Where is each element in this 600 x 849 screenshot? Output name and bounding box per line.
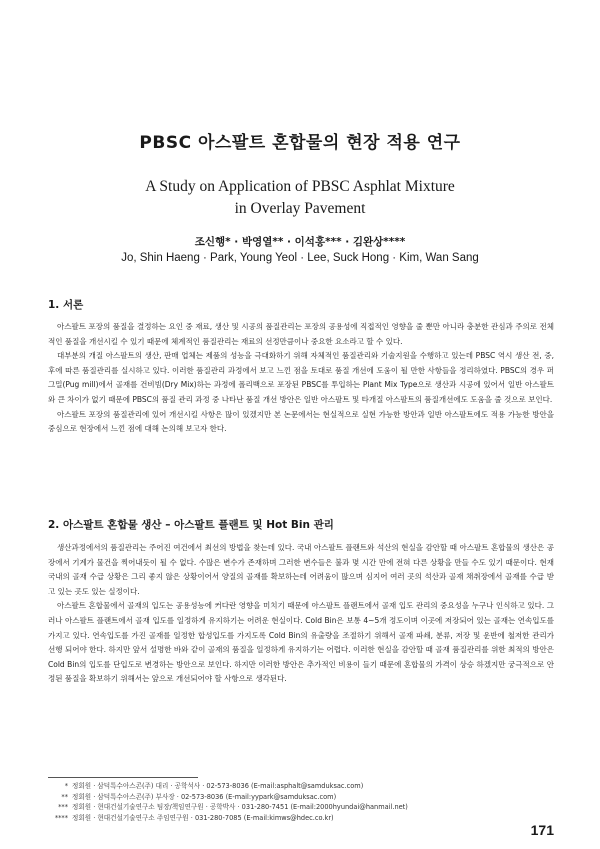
- section-1-body: [48, 320, 554, 437]
- footnote-text: 정회원 · 삼덕특수아스콘(주) 부사장 · 02-573-8036 (E-mail:yypark@samduksac.com): [72, 792, 337, 801]
- footnote-divider: [48, 777, 198, 778]
- footnote-text: 정회원 · 현대건설기술연구소 팀장/책임연구원 · 공학박사 · 031-280-7451 (E-mail:2000hyundai@hanmail.net): [72, 803, 408, 812]
- footnote: [48, 813, 558, 824]
- footnote: [48, 781, 558, 792]
- title-english: [0, 176, 600, 220]
- section-2-heading: 2. 아스팔트 혼합물 생산 – 아스팔트 플랜트 및 Hot Bin 관리: [48, 519, 334, 531]
- title-english-line-2: in Overlay Pavement: [234, 200, 366, 217]
- footnote-mark: ****: [54, 813, 68, 822]
- footnote-text: 정회원 · 삼덕특수아스콘(주) 대리 · 공학석사 · 02-573-8036 (E-mail:asphalt@samduksac.com): [72, 782, 364, 790]
- paragraph: 아스팔트 포장의 품질관리에 있어 개선시킬 사항은 많이 있겠지만 본 논문에서는 현실적으로 실현 가능한 방안과 일반 아스팔트에도 적용 가능한 방안을 중심으로 현장에서 느낀 점에 대해 논의해 보고자 한다.: [48, 409, 554, 434]
- page-number: 171: [530, 822, 554, 838]
- footnote-text: 정회원 · 현대건설기술연구소 주임연구원 · 031-280-7085 (E-mail:kimws@hdec.co.kr): [72, 813, 334, 822]
- authors-english: Jo, Shin Haeng · Park, Young Yeol · Lee, Suck Hong · Kim, Wan Sang: [121, 252, 479, 264]
- footnote: [48, 792, 558, 803]
- section-2-body: [48, 541, 554, 687]
- paragraph: 대부분의 개질 아스팔트의 생산, 판매 업체는 제품의 성능을 극대화하기 위해 자체적인 품질관리와 기술지원을 수행하고 있는데 PBSC 역시 생산 전, 중, 후에 따른 품질관리를 실시하고 있다. 이러한 품질관리 과정에서 보고 느낀 점을 토대로 품질 개선에 도움이 될 만한 사항들을 정리하였다. PBSC의 경우 퍼그밀(Pug mill)에서 골재를 건비빔(Dry Mix)하는 과정에 폴리백으로 포장된 PBSC를 투입하는 Plant Mix Type으로 생산과 시공에 있어서 일반 아스팔트와 큰 차이가 없기 때문에 PBSC의 품질 관리 과정 중 나타난 품질 개선 방안은 일반 아스팔트 및 타개질 아스팔트의 품질개선에도 도움을 줄 것으로 보인다.: [48, 351, 554, 404]
- paragraph: 생산과정에서의 품질관리는 주어진 여건에서 최선의 방법을 찾는데 있다. 국내 아스팔트 플랜트와 석산의 현실을 감안할 때 아스팔트 혼합물의 생산은 공장에서 기계가 물건을 찍어내듯이 될 수 없다. 수많은 변수가 존재하며 그러한 변수들은 불과 몇 시간 만에 전혀 다른 상황을 만들 수도 있기 때문이다. 현재 국내의 골재 수급 상황은 그리 좋지 않은 상황이어서 양질의 골재를 확보하는데 어려움이 많으며 심지어 여러 곳의 석산과 골재 채취장에서 골재를 수급 받고 있는 곳도 있는 실정이다.: [48, 543, 554, 596]
- authors-korean: 조신행* · 박영열** · 이석홍*** · 김완상****: [194, 236, 406, 248]
- footnote-mark: **: [61, 792, 68, 801]
- footnote-mark: *: [64, 782, 68, 790]
- footnotes: [48, 781, 558, 823]
- paragraph: 아스팔트 혼합물에서 골재의 입도는 공용성능에 커다란 영향을 미치기 때문에 아스팔트 플랜트에서 골재 입도 관리의 중요성을 누구나 인식하고 있다. 그러나 아스팔트 플랜트에서 골재 입도를 일정하게 유지하기는 어려운 현실이다. Cold Bin은 보통 4~5개 정도이며 이곳에 저장되어 있는 골재는 연속입도를 가지고 있다. 연속입도를 가진 골재를 일정한 합성입도를 가지도록 Cold Bin의 유출량을 조절하기 위해서 골재 파쇄, 분류, 저장 및 운반에 철저한 관리가 선행 되어야 한다. 하지만 앞서 설명한 바와 같이 골재의 품질을 일정하게 유지하기는 어렵다. 이러한 현실을 감안할 때 골재 품질관리를 위한 최적의 방안은 Cold Bin의 입도를 단입도로 변경하는 방안으로 보인다. 하지만 이러한 방안은 추가적인 비용이 들기 때문에 혼합물의 가격이 상승 하겠지만 궁극적으로 안정된 품질을 확보하기 위해서는 앞으로 개선되어야 할 사항으로 생각된다.: [48, 601, 554, 684]
- section-1-heading: 1. 서론: [48, 299, 84, 311]
- title-korean: PBSC 아스팔트 혼합물의 현장 적용 연구: [139, 133, 461, 153]
- footnote-mark: ***: [58, 803, 68, 812]
- paragraph: 아스팔트 포장의 품질을 결정하는 요인 중 재료, 생산 및 시공의 품질관리는 포장의 공용성에 직접적인 영향을 줄 뿐만 아니라 충분한 관심과 주의로 전체적인 품질을 개선시킬 수 있기 때문에 체계적인 품질관리는 재료의 선정만큼이나 중요한 요소라고 할 수 있다.: [48, 322, 554, 346]
- title-english-line-1: A Study on Application of PBSC Asphlat Mixture: [145, 178, 455, 195]
- footnote: [48, 802, 558, 813]
